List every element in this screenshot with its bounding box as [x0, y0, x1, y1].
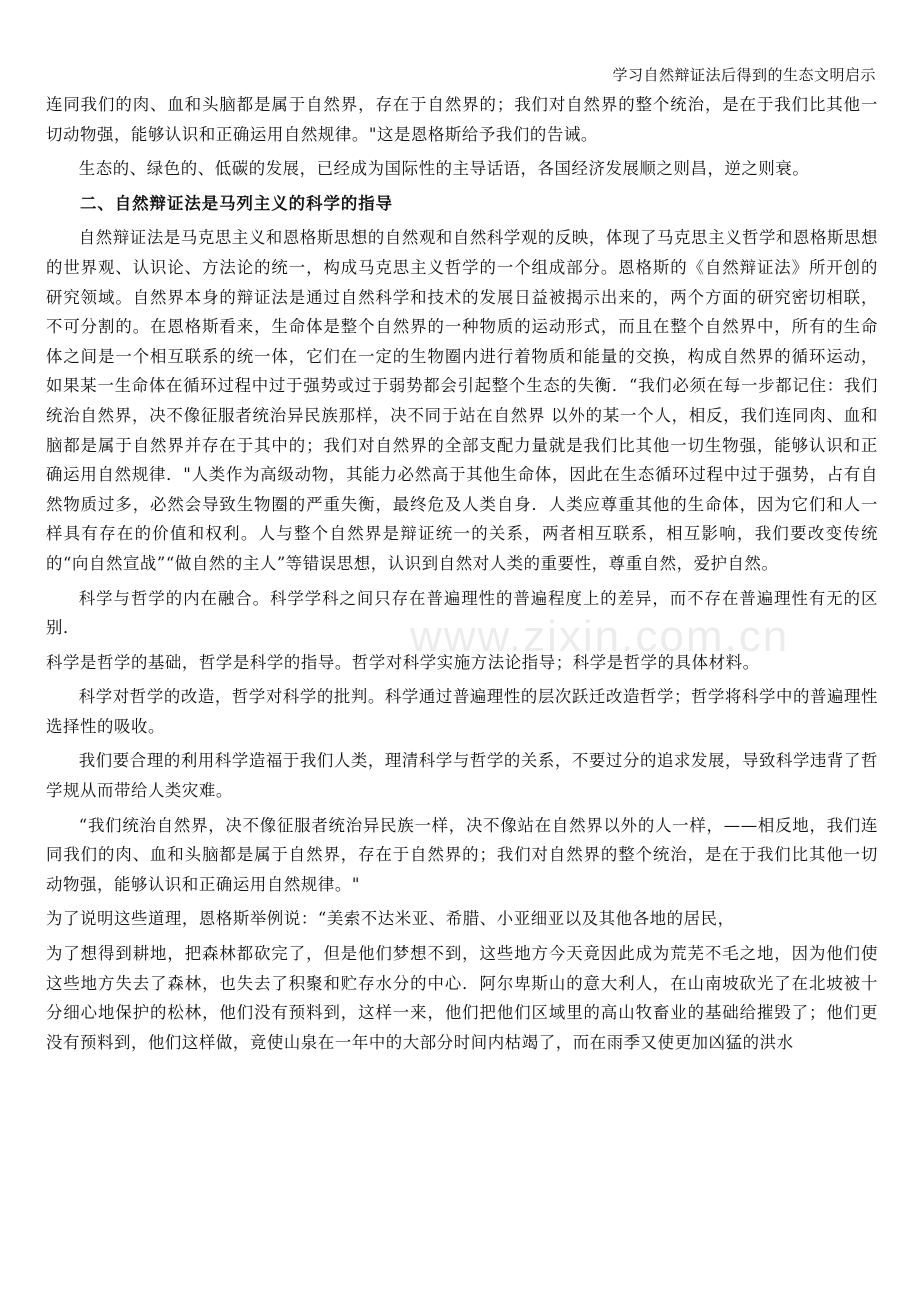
paragraph-engels-quote: “我们统治自然界，决不像征服者统治异民族一样，决不像站在自然界以外的人一样，——相反地，我们连同我们的肉、血和头脑都是属于自然界，存在于自然界的；我们对自然界的整个统治，是在于我们比其他一切动物强，能够认识和正确运用自然规律。": [46, 815, 878, 894]
paragraph-dialectics-of-nature: 自然辩证法是马克思主义和恩格斯思想的自然观和自然科学观的反映，体现了马克思主义哲学和恩格斯思想的世界观、认识论、方法论的统一，构成马克思主义哲学的一个组成部分。恩格斯的《自然辩证法》所开创的研究领域。自然界本身的辩证法是通过自然科学和技术的发展日益被揭示出来的，两个方面的研究密切相联，不可分割的。在恩格斯看来，生命体是整个自然界的一种物质的运动形式，而且在整个自然界中，所有的生命体之间是一个相互联系的统一体，它们在一定的生物圈内进行着物质和能量的交换，构成自然界的循环运动，如果某一生命体在循环过程中过于强势或过于弱势都会引起整个生态的失衡．“我们必须在每一步都记住：我们统治自然界，决不像征服者统治异民族那样，决不同于站在自然界 以外的某一个人，相反，我们连同肉、血和脑都是属于自然界并存在于其中的；我们对自然界的全部支配力量就是我们比其他一切生物强，能够认识和正确运用自然规律．"人类作为高级动物，其能力必然高于其他生命体，因此在生态循环过程中过于强势，占有自然物质过多，必然会导致生物圈的严重失衡，最终危及人类自身．人类应尊重其他的生命体，因为它们和人一样具有存在的价值和权利。人与整个自然界是辩证统一的关系，两者相互联系，相互影响，我们要改变传统的“向自然宣战”“做自然的主人”等错误思想，认识到自然对人类的重要性，尊重自然，爱护自然。: [46, 228, 878, 573]
watermark: www.zixin.com.cn: [410, 612, 790, 661]
section-heading-2: 二、自然辩证法是马列主义的科学的指导: [80, 193, 394, 213]
paragraph-science-basis: 科学是哲学的基础，哲学是科学的指导。哲学对科学实施方法论指导；科学是哲学的具体材料。: [46, 652, 760, 672]
paragraph-ecology-discourse: 生态的、绿色的、低碳的发展，已经成为国际性的主导话语，各国经济发展顺之则昌，逆之则衰。: [78, 159, 810, 179]
paragraph-continuation: 连同我们的肉、血和头脑都是属于自然界，存在于自然界的；我们对自然界的整个统治，是在于我们比其他一切动物强，能够认识和正确运用自然规律。"这是恩格斯给予我们的告诫。: [46, 95, 878, 144]
paragraph-science-philosophy-fusion: 科学与哲学的内在融合。科学学科之间只存在普遍理性的普遍程度上的差异，而不存在普遍理性有无的区别．: [46, 588, 878, 638]
paragraph-engels-example: 为了想得到耕地，把森林都砍完了，但是他们梦想不到，这些地方今天竟因此成为荒芜不毛之地，因为他们使这些地方失去了森林，也失去了积聚和贮存水分的中心．阿尔卑斯山的意大利人，在山南坡砍光了在北坡被十分细心地保护的松林，他们没有预料到，这样一来，他们把他们区域里的高山牧畜业的基础给摧毁了；他们更没有预料到，他们这样做，竟使山泉在一年中的大部分时间内枯竭了，而在雨季又使更加凶猛的洪水: [46, 944, 878, 1052]
document-body: [46, 90, 878, 1062]
paragraph-engels-example-intro: 为了说明这些道理，恩格斯举例说：“美索不达米亚、希腊、小亚细亚以及其他各地的居民，: [46, 909, 735, 929]
paragraph-science-transform: 科学对哲学的改造，哲学对科学的批判。科学通过普遍理性的层次跃迁改造哲学；哲学将科学中的普遍理性选择性的吸收。: [46, 687, 878, 736]
paragraph-use-science: 我们要合理的利用科学造福于我们人类，理清科学与哲学的关系，不要过分的追求发展，导致科学违背了哲学规从而带给人类灾难。: [46, 751, 878, 801]
running-header: 学习自然辩证法后得到的生态文明启示: [612, 66, 876, 84]
